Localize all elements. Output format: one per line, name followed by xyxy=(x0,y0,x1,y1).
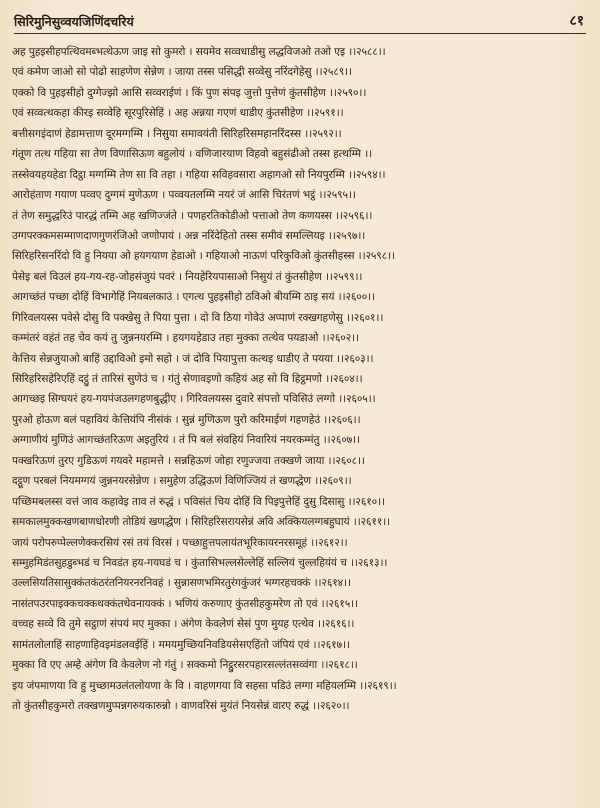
verse-line: दट्ठूण परबलं नियमग्गयं जुन्ननयरसेन्नेण । समुहेण उद्धिऊणं विणिज्जियं तं खणद्धेण ।।२६०९।। xyxy=(12,475,352,488)
running-header xyxy=(14,8,586,34)
verse-line: एक्को वि पुहइसीहो दुग्गेज्झो आसि सव्वराईणं । किं पुण संपइ जुत्तो पुत्तेणं कुंतसीहेण ।।२५९०।। xyxy=(12,86,367,99)
verse-line: पुरओ होऊण बलं पहावियं केत्तियंपि नीसंकं । सुन्नं मुणिऊण पुरो करिमाईणं गहणहेउं ।।२६०६।। xyxy=(12,413,361,426)
verse-line: वच्चह सव्वे वि तुमे सट्ठाणं संपयं मए मुक्का । अंगेण केवलेणं सेसं पुण मुयह एत्थेव ।।२६१६।। xyxy=(12,618,355,631)
verse-line: नासंतपउरपाइक्कचक्कथक्कंतथेवनायक्कं । भणियं करुणाए कुंतसीहकुमरेण तो एवं ।।२६१५।। xyxy=(12,597,358,610)
verse-line: तस्सेवयहयहेडा दिट्ठा मग्गम्मि तेण सा वि तहा । गहिया सविहवसारा अहागओ सो नियपुरम्मि ।।२५९४।। xyxy=(12,168,386,181)
verse-line: पच्छिमबलस्स वत्तं जाव कहावेइ ताव तं रुद्धं । पविसंतं चिय दोहिं वि पिइपुत्तेहिं दुसु दिसासु ।।२६१०।। xyxy=(12,495,385,508)
page-number: ८१ xyxy=(569,13,584,29)
verse-line: कम्मंतरं वहंतं तह चेव कयं तु जुन्ननयरम्मि । हयगयहेडाउ तहा मुक्का तत्थेव पयडाओ ।।२६०२।। xyxy=(12,332,359,345)
verse-line: पेसेइ बलं विउलं हय-गय-रह-जोहसंजुयं पवरं । नियहेरियपासाओ निसुयं तं कुंतसीहेण ।।२५९९।। xyxy=(12,270,363,283)
verse-line: केत्तिय सेन्नजुयाओ बाहिं उद्दाविओ इमो सहो । जं दोवि पियापुत्ता कत्थइ धाडीए ते पयया ।।२६०३।। xyxy=(12,352,374,365)
verse-line: सम्मुहमिडंतसुहडुब्भडं च निवडंत हय-गयघडं च । कुंतासिभल्लसेल्लेहिं सल्लियं चुल्लहियंयं च ।।२६१३।। xyxy=(12,556,388,569)
verse-line: तो कुंतसीहकुमरो तक्खणमुप्पन्नगरुयकारुन्नो । वाणवरिसं मुयंतं नियसेन्नं वारए रुद्धं ।।२६२०।। xyxy=(12,700,350,712)
verse-line: आगच्छंतं पच्छा दोहिं विभागेहिं नियबलकाउं । एगत्थ पुहइसीहो ठविओ बीयम्मि ठाइ सयं ।।२६००।। xyxy=(12,291,375,304)
verse-line: सामंतलोलाहिं साहणाहिवइमंडलवईहिं । ममयमुच्छियनिवडियसेसएहिंतो जंपियं एवं ।।२६१७।। xyxy=(12,638,350,651)
verse-line: मुक्का वि एए अम्हे अंगेण वि केवलेण नो गंतुं । सक्कमो निट्ठुरसरपहारसल्लंतसव्वंगा ।।२६१८।। xyxy=(12,659,358,672)
verse-line: उल्लसियतिसासुक्कंतकंठरंतनियरनरनिवहं । सुन्नासणभमिरतुरंगकुंजरं भग्गरहचक्कं ।।२६१४।। xyxy=(12,577,351,590)
verse-line: इय जंपमाणया वि हु मुच्छामउलंतलोयणा के वि । वाहणगया वि सहसा पडिउं लग्गा महियलम्मि ।।२६१९।। xyxy=(12,679,397,692)
verse-line: उग्गपरक्कमसम्माणदाणगुणरंजिओ जणोपायं । अन्न नरिंदेहितो तस्स समीवं समल्लियइ ।।२५९७।। xyxy=(12,229,366,242)
verse-line: सिरिहरिसनरिंदो वि हु नियया ओ हयगयाण हेडाओ । गहियाओ नाऊणं परिकुविओ कुंतसीहस्स ।।२५९८।। xyxy=(12,250,395,263)
verse-line: बत्तीसगइंदाणं हेडामत्ताण दूरमग्गम्मि । निसुया समावयंती सिरिहरिसमहानरिंदस्स ।।२५९२।। xyxy=(12,127,342,140)
verse-line: आगच्छइ सिग्घयरं हय-गयपंजउलगहणबुद्धीए । गिरिवलयस्स दुवारे संपत्तो पविसिउं लग्गो ।।२६०५।। xyxy=(12,393,376,406)
verse-line: तं तेण समुद्धरिउं पारद्धं तम्मि अह खणिज्जंते । पणहरतिकोडीओ पत्ताओ तेण कणयस्स ।।२५९६।। xyxy=(12,209,373,222)
verse-line: जायं परोपरुप्पेल्लणेक्करसियं रसं तयं विरसं । पच्छाहुत्तपलायंतभूरिकायरनरसमूहं ।।२६१२।। xyxy=(12,536,348,549)
verse-line: अह पुहइसीहपत्थिवमब्भत्थेऊण जाइ सो कुमरो । सयमेव सव्वधाडीसु लद्धविजओ तओ एइ ।।२५८८।। xyxy=(12,46,386,58)
verse-line: गंतूण तत्थ गहिया सा तेण विणासिऊण बहुलोयं । वणिजारयाण विहवो बहुसंढीओ तस्स हत्थम्मि ।। xyxy=(12,148,373,161)
verse-line: गिरिवलयस्स पवेसे दोसु वि पक्खेसु ते पिया पुत्ता । दो वि ठिया गोवेउं अप्पाणं रक्खगहणेसु ।।२६०१।। xyxy=(12,311,384,324)
verse-line: समकालमुक्कखणबाणधोरणी तोडियं खणद्धेण । सिरिहरिसरायसेन्नं अवि अक्कियलग्गबहुघायं ।।२६११।। xyxy=(12,516,391,529)
verse-line: पक्खरिऊणं तुरए गुडिऊणं गयवरे महामत्ते । सन्नहिऊणं जोहा रणुज्जया तक्खणे जाया ।।२६०८।। xyxy=(12,454,365,467)
verse-list xyxy=(12,42,592,716)
verse-line: एवं कमेण जाओ सो पोढो साहणेण सेन्नेण । जाया तस्स पसिद्धी सव्वेसु नरिंदगेहेसु ।।२५८९।। xyxy=(12,66,352,79)
verse-line: सिरिहरिसहेरिएहिं दट्ठुं तं तारिसं सुणेउं च । गंतुं सेणावइणो कहियं अह सो वि हिट्ठमणो ।।२६०४।। xyxy=(12,373,363,385)
verse-line: अग्गाणीयं मुणिउं आगच्छंतरिऊण अइतुरियं । तं पि बलं संवहियं निवारियं नयरकम्मंतु ।।२६०७।। xyxy=(12,434,360,447)
header-rule xyxy=(14,33,586,34)
running-title: सिरिमुनिसुव्वयजिणिंदचरियं xyxy=(14,14,134,29)
verse-line: एवं सव्वत्थकहा कीरइ सव्वेहि सूरपुरिसेहिं । अह अन्नया गएणं धाडीए कुंतसीहेण ।।२५९१।। xyxy=(12,107,344,120)
verse-line: आरोहंताण गयाण पव्वए दुग्गमं मुणेऊण । पव्वयतलम्मि नयरं जं आसि चिरंतणं भट्ठं ।।२५९५।। xyxy=(12,189,356,202)
